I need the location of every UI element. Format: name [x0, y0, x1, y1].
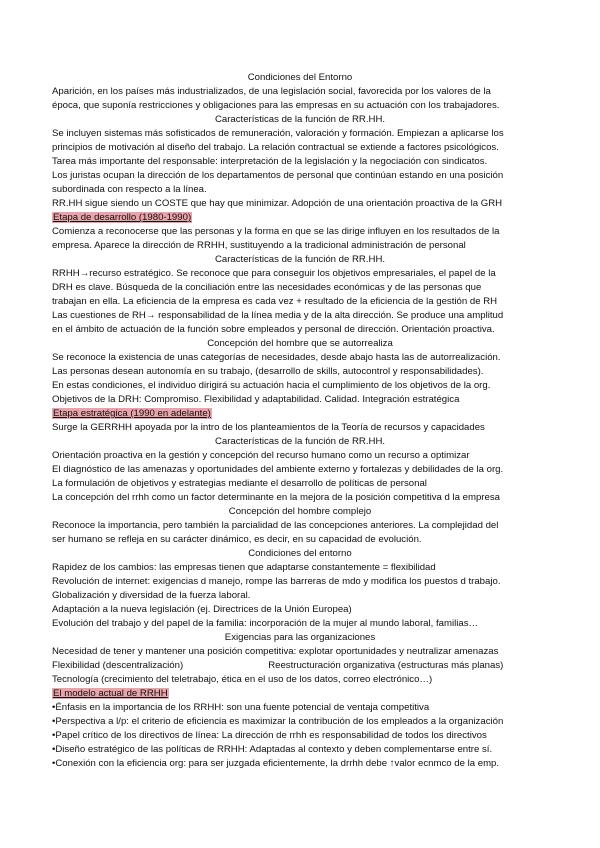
- stage-heading-development: Etapa de desarrollo (1980-1990): [53, 212, 192, 223]
- stage-heading-current-model: El modelo actual de RRHH: [53, 688, 168, 699]
- paragraph-line: Surge la GERRHH apoyada por la intro de los planteamientos de la Teoría de recursos y capacidades: [52, 422, 485, 433]
- paragraph-line: Las cuestiones de RH→ responsabilidad de la línea media y de la alta dirección. Se produce una amplitud: [52, 310, 504, 321]
- restructuring-text: Reestructuración organizativa (estructuras más planas): [268, 660, 504, 671]
- bullet-item: •Papel crítico de los directivos de línea: La dirección de rrhh es responsabilidad de todos los directivos: [52, 730, 487, 741]
- section-heading: Condiciones del Entorno: [247, 72, 353, 83]
- paragraph-line: en el ámbito de actuación de la función sobre empleados y personal de dirección. Orientación proactiva.: [52, 324, 495, 335]
- section-heading: Concepción del hombre complejo: [228, 506, 372, 517]
- paragraph-line: Las personas desean autonomía en su trabajo, (desarrollo de skills, autocontrol y responsabilidades).: [52, 366, 484, 377]
- bullet-item: •Perspectiva a l/p: el criterio de eficiencia es maximizar la contribución de los empleados a la organización: [52, 716, 504, 727]
- paragraph-line: RR.HH sigue siendo un COSTE que hay que minimizar. Adopción de una orientación proactiva de la GRH: [52, 198, 503, 209]
- paragraph-line: empresa. Aparece la dirección de RRHH, sustituyendo a la tradicional administración de personal: [52, 240, 466, 251]
- paragraph-line: RRHH→recurso estratégico. Se reconoce que para conseguir los objetivos empresariales, el papel de la: [52, 268, 496, 279]
- paragraph-line: Globalización y diversidad de la fuerza laboral.: [52, 590, 251, 601]
- section-heading: Condiciones del entorno: [248, 548, 352, 559]
- paragraph-line: Tarea más importante del responsable: interpretación de la legislación y la negociación con sindicatos.: [52, 156, 488, 167]
- paragraph-line: En estas condiciones, el individuo dirigirá su actuación hacia el cumplimiento de los objetivos de la org.: [52, 380, 491, 391]
- paragraph-line: época, que suponía restricciones y obligaciones para las empresas en su actuación con los trabajadores.: [52, 100, 500, 111]
- paragraph-line: La concepción del rrhh como un factor determinante en la mejora de la posición competitiva d la empresa: [52, 492, 500, 503]
- paragraph-line: Orientación proactiva en la gestión y concepción del recurso humano como un recurso a optimizar: [52, 450, 470, 461]
- paragraph-line: trabajan en ella. La eficiencia de la empresa es cada vez + resultado de la eficiencia de la gestión de RH: [52, 296, 498, 307]
- paragraph-line: Revolución de internet: exigencias d manejo, rompe las barreras de mdo y modifica los puestos d trabajo.: [52, 576, 501, 587]
- paragraph-line: subordinada con respecto a la línea.: [52, 184, 207, 195]
- paragraph-line: Rapidez de los cambios: las empresas tienen que adaptarse constantemente = flexibilidad: [52, 562, 436, 573]
- section-heading: Características de la función de RR.HH.: [214, 114, 386, 125]
- paragraph-line: La formulación de objetivos y estrategias mediante el desarrollo de políticas de personal: [52, 478, 427, 489]
- paragraph-line: Tecnología (crecimiento del teletrabajo, ética en el uso de los datos, correo electrónico…): [52, 674, 433, 685]
- paragraph-line: Evolución del trabajo y del papel de la familia: incorporación de la mujer al mundo laboral, familias…: [52, 618, 479, 629]
- bullet-item: •Conexión con la eficiencia org: para ser juzgada eficientemente, la drrhh debe ↑valor ecnmco de la emp.: [52, 758, 500, 769]
- paragraph-line: Se incluyen sistemas más sofisticados de remuneración, valoración y formación. Empiezan a aplicarse los: [52, 128, 504, 139]
- bullet-item: •Diseño estratégico de las políticas de RRHH: Adaptadas al contexto y deben complementarse entre sí.: [52, 744, 493, 755]
- section-heading: Exigencias para las organizaciones: [224, 632, 376, 643]
- section-heading: Concepción del hombre que se autorrealiza: [207, 338, 393, 349]
- paragraph-line: El diagnóstico de las amenazas y oportunidades del ambiente externo y fortalezas y debilidades de la org.: [52, 464, 504, 475]
- paragraph-line: Comienza a reconocerse que las personas y la forma en que se las dirige influyen en los resultados de la: [52, 226, 500, 237]
- paragraph-line: ser humano se refleja en su carácter dinámico, es decir, en su capacidad de evolución.: [52, 534, 422, 545]
- flexibility-text: Flexibilidad (descentralización): [52, 660, 184, 671]
- paragraph-line: Adaptación a la nueva legislación (ej. Directrices de la Unión Europea): [52, 604, 352, 615]
- paragraph-line: Necesidad de tener y mantener una posición competitiva: explotar oportunidades y neutralizar amenazas: [52, 646, 499, 657]
- paragraph-line: Reconoce la importancia, pero también la parcialidad de las concepciones anteriores. La complejidad del: [52, 520, 499, 531]
- paragraph-line: Objetivos de la DRH: Compromiso. Flexibilidad y adaptabilidad. Calidad. Integración estratégica: [52, 394, 460, 405]
- stage-heading-strategic: Etapa estratégica (1990 en adelante): [53, 408, 211, 419]
- paragraph-line: Los juristas ocupan la dirección de los departamentos de personal que continúan estando en una posición: [52, 170, 504, 181]
- section-heading: Características de la función de RR.HH.: [214, 436, 386, 447]
- bullet-item: •Énfasis en la importancia de los RRHH: son una fuente potencial de ventaja competitiva: [52, 702, 430, 713]
- paragraph-line: Aparición, en los países más industrializados, de una legislación social, favorecida por los valores de la: [52, 86, 491, 97]
- paragraph-line: DRH es clave. Búsqueda de la conciliación entre las necesidades económicas y de las personas que: [52, 282, 482, 293]
- paragraph-line: principios de motivación al diseño del trabajo. La relación contractual se extiende a factores psicológicos.: [52, 142, 499, 153]
- paragraph-line: [52, 660, 503, 672]
- section-heading: Características de la función de RR.HH.: [214, 254, 386, 265]
- paragraph-line: Se reconoce la existencia de unas categorías de necesidades, desde abajo hasta las de autorrealización.: [52, 352, 501, 363]
